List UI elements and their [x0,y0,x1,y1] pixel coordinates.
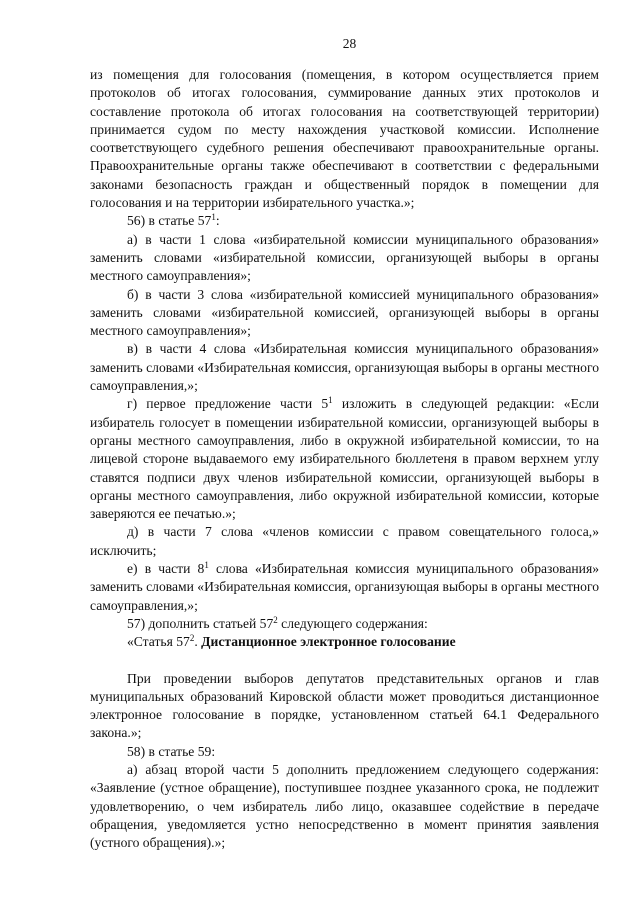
subitem-e-rest: слова «Избирательная комиссия муниципального образования» заменить словами «Избирательная комиссия, организующая выборы в органы местного самоуправления,»; [90,561,599,613]
paragraph-item-58: 58) в статье 59: [127,743,216,759]
paragraph-subitem-g [90,395,599,523]
subitem-g-superscript: 1 [328,395,333,406]
article-heading [90,633,599,651]
paragraph-article-body: При проведении выборов депутатов представительных органов и глав муниципальных образований Кировской области может проводиться дистанционное электронное голосование в порядке, установленном статьей 64.1 Федерального закона.»; [90,670,599,741]
paragraph-item-58-subitem-a: а) абзац второй части 5 дополнить предложением следующего содержания: «Заявление (устное обращение), поступившее позднее указанного срока, не подлежит удовлетворению, о чем избиратель либо лицо, оказавшее содействие в передаче обращения, уведомляется устно непосредственно в момент принятия заявления (устного обращения).»; [90,761,599,851]
article-heading-title: Дистанционное электронное голосование [201,634,456,650]
item-56-superscript: 1 [211,212,216,223]
item-57-lead: 57) дополнить статьей 57 [127,615,274,631]
blank-line [90,652,599,670]
subitem-g-lead: г) первое предложение части 5 [127,396,329,412]
subitem-g-rest: изложить в следующей редакции: «Если избиратель голосует в помещении избирательной комиссии, организующей выборы в органы местного самоуправления, либо в окружной избирательной комиссии, то на лицевой стороне выдаваемого ему избирательного бюллетеня в правом верхнем углу ставятся подписи двух членов избирательной комиссии, организующей выборы в органы местного самоуправления, либо окружной избирательной комиссии, которые заверяются ее печатью.»; [90,396,600,522]
paragraph-continuation: из помещения для голосования (помещения, в котором осуществляется прием протоколов об итогах голосования, суммирование данных этих протоколов и составление протокола об итогах голосования на соответствующей территории) принимается судом по месту нахождения участковой комиссии. Исполнение соответствующего судебного решения обеспечивают правоохранительные органы. Правоохранительные органы также обеспечивают в соответствии с федеральными законами безопасность граждан и общественный порядок в помещении для голосования и на территории избирательного участка.»; [90,67,599,211]
paragraph-subitem-a: а) в части 1 слова «избирательной комиссии муниципального образования» заменить словами «избирательной комиссии, организующей выборы в органы местного самоуправления»; [90,231,599,284]
subitem-e-lead: е) в части 8 [127,561,205,577]
paragraph-subitem-b: б) в части 3 слова «избирательной комиссией муниципального образования» заменить словами «избирательной комиссией, организующей выборы в органы местного самоуправления»; [90,286,599,339]
paragraph-subitem-v: в) в части 4 слова «Избирательная комиссия муниципального образования» заменить словами «Избирательная комиссия, организующая выборы в органы местного самоуправления,»; [90,341,599,394]
page-number: 28 [342,36,357,51]
article-heading-prefix: «Статья 57 [127,634,190,650]
item-56-colon: : [215,213,220,229]
paragraph-subitem-d: д) в части 7 слова «членов комиссии с правом совещательного голоса,» исключить; [90,524,599,558]
paragraph-item-57 [90,615,599,633]
article-heading-superscript: 2 [189,633,195,644]
subitem-e-superscript: 1 [204,560,209,571]
paragraph-subitem-e [90,560,599,615]
item-56-text: 56) в статье 57 [127,213,212,229]
item-57-superscript: 2 [273,614,278,625]
item-57-rest: следующего содержания: [277,615,428,631]
article-heading-dot: . [194,634,202,650]
paragraph-item-56 [90,212,599,230]
